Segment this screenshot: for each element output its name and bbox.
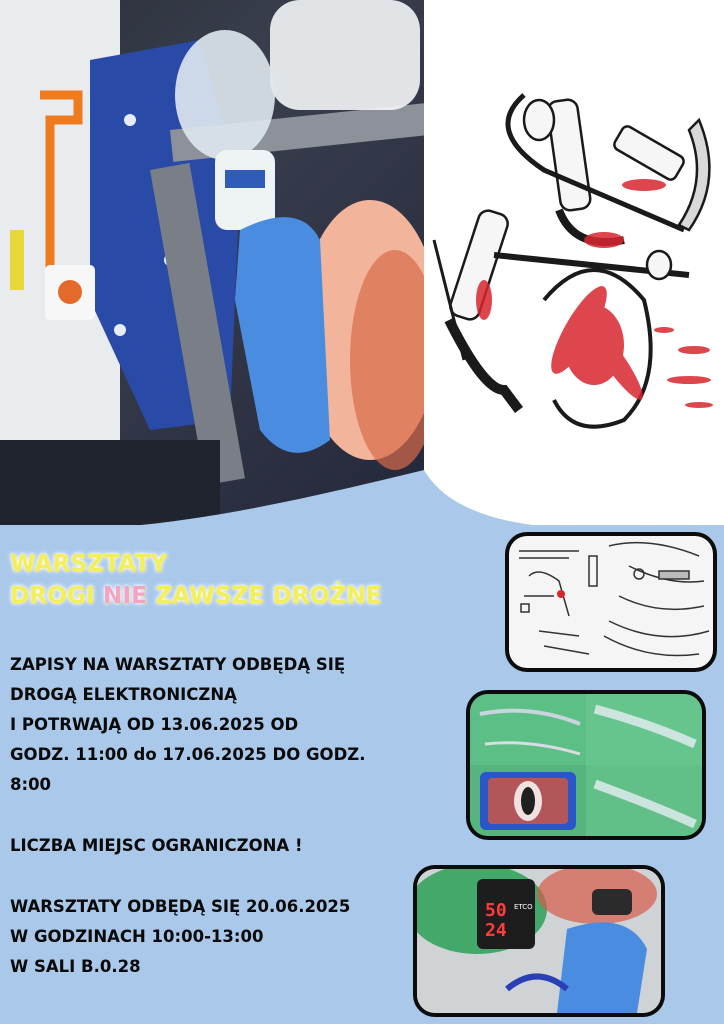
wave-divider — [0, 430, 724, 540]
title-line-1: WARSZTATY — [10, 551, 168, 577]
blood-splatter — [476, 179, 713, 408]
title-highlight: NIE — [103, 583, 148, 609]
etco2-readout — [485, 901, 507, 941]
etco2-label: ETCO — [514, 903, 533, 911]
laryngoscope-blade — [679, 120, 709, 230]
tube-photo-1 — [470, 694, 586, 765]
equipment-sketch-card — [505, 532, 717, 672]
capnography-photo — [417, 869, 661, 1013]
workshop-title — [10, 548, 382, 612]
wristwatch — [592, 889, 632, 915]
tube-photos-card — [466, 690, 706, 840]
yellow-stripe — [10, 230, 24, 290]
title-line-2: DROGI NIE ZAWSZE DROŻNE — [10, 583, 382, 609]
etco2-value-top: 50 — [485, 900, 507, 921]
bag-valve-reservoir — [270, 0, 420, 110]
capnography-card — [413, 865, 665, 1017]
limited-places-notice: LICZBA MIEJSC OGRANICZONA ! — [10, 836, 303, 855]
schedule-info: WARSZTATY ODBĘDĄ SIĘ 20.06.2025 W GODZINACH 10:00-13:00 W SALI B.0.28 — [10, 897, 351, 976]
tube-photos-grid — [470, 694, 702, 836]
gloved-hand — [235, 217, 330, 453]
gloved-hand-capno — [557, 922, 647, 1013]
tube-photo-2 — [586, 694, 702, 765]
syringe — [612, 124, 686, 182]
etco2-value-bottom: 24 — [485, 920, 507, 941]
registration-info: ZAPISY NA WARSZTATY ODBĘDĄ SIĘ DROGĄ ELEKTRONICZNĄ I POTRWAJĄ OD 13.06.2025 OD GODZ. 11:00 do 17.06.2025 DO GODZ. 8:00 — [10, 655, 366, 794]
bag-valve-mask — [175, 30, 275, 160]
airway-filter — [215, 150, 275, 230]
instruments-sketch — [509, 536, 713, 668]
